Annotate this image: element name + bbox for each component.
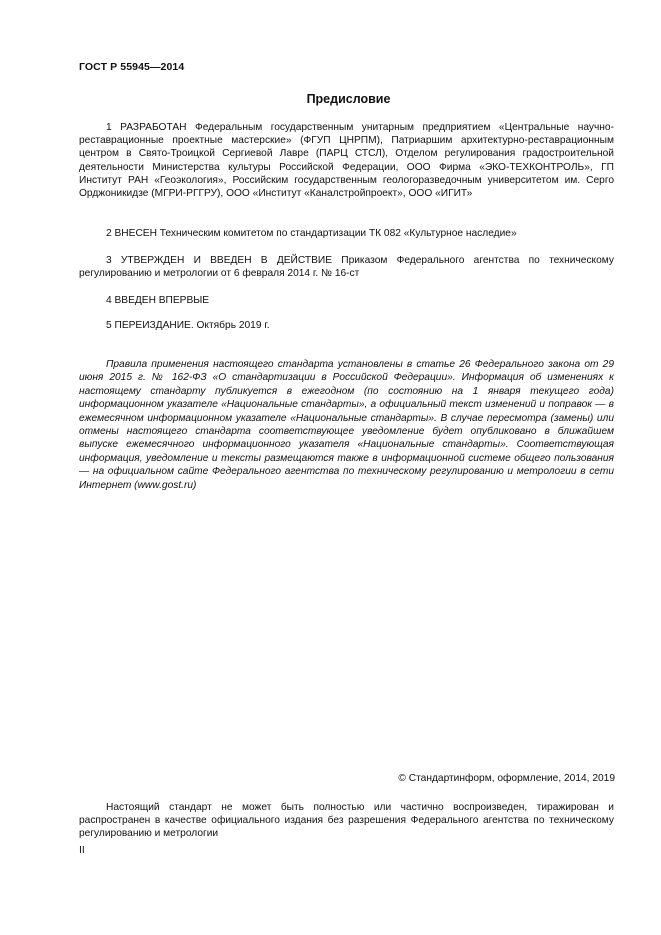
preface-item-4: 4 ВВЕДЕН ВПЕРВЫЕ: [106, 295, 210, 306]
copyright-line: © Стандартинформ, оформление, 2014, 2019: [398, 773, 615, 784]
reproduction-rights: Настоящий стандарт не может быть полностью или частично воспроизведен, тиражирован и распространен в качестве официального издания без разрешения Федерального агентства по техническому регулированию и метрологии: [79, 802, 614, 840]
preface-item-1: 1 РАЗРАБОТАН Федеральным государственным унитарным предприятием «Центральные научно-реставрационные проектные мастерские» (ФГУП ЦНРПМ), Патриаршим архитектурно-реставрационным центром в Свято-Троицкой Сергиевой Лавре (ПАРЦ СТСЛ), Отделом регулирования градостроительной деятельности Министерства культуры Российской Федерации, ООО Фирма «ЭКО-ТЕХКОНТРОЛЬ», ГП Институт РАН «Геоэкология», Российским государственным геологоразведочным университетом им. Серго Орджоникидзе (МГРИ-РГГРУ), ООО «Институт «Каналстройпроект», ООО «ИГИТ»: [79, 122, 614, 200]
preface-item-3: 3 УТВЕРЖДЕН И ВВЕДЕН В ДЕЙСТВИЕ Приказом Федерального агентства по техническому регулированию и метрологии от 6 февраля 2014 г. № 16-ст: [79, 255, 614, 280]
page-number: II: [79, 844, 85, 856]
preface-item-2: 2 ВНЕСЕН Техническим комитетом по стандартизации ТК 082 «Культурное наследие»: [106, 228, 517, 239]
application-notice: Правила применения настоящего стандарта установлены в статье 26 Федерального закона от 29 июня 2015 г. № 162-ФЗ «О стандартизации в Российской Федерации». Информация об изменениях к настоящему стандарту публикуется в ежегодном (по состоянию на 1 января текущего года) информационном указателе «Национальные стандарты», а официальный текст изменений и поправок — в ежемесячном информационном указателе «Национальные стандарты». В случае пересмотра (замены) или отмены настоящего стандарта соответствующее уведомление будет опубликовано в ближайшем выпуске ежемесячного информационного указателя «Национальные стандарты». Соответствующая информация, уведомление и тексты размещаются также в информационной системе общего пользования — на официальном сайте Федерального агентства по техническому регулированию и метрологии в сети Интернет (www.gost.ru): [79, 359, 614, 491]
preface-item-5: 5 ПЕРЕИЗДАНИЕ. Октябрь 2019 г.: [106, 320, 270, 331]
page-title: Предисловие: [306, 92, 391, 106]
document-code: ГОСТ Р 55945—2014: [79, 61, 185, 73]
